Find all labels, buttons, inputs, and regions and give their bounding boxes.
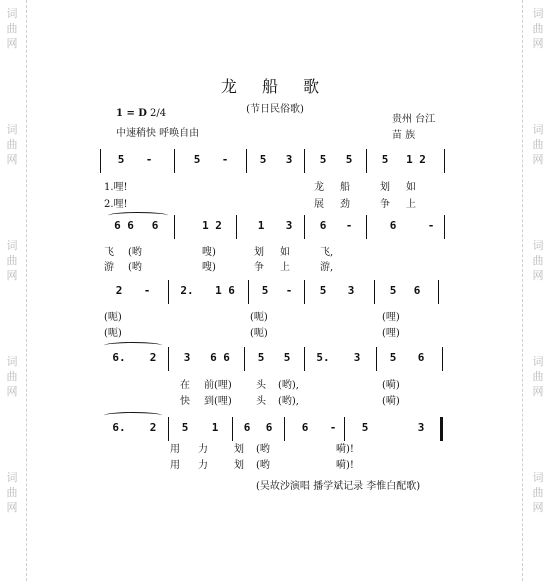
lyric: (呃)	[104, 312, 122, 323]
lyric: (嗬)	[382, 396, 400, 407]
score-system-4	[100, 350, 445, 370]
note: 6	[319, 219, 327, 232]
note: 5	[345, 153, 353, 166]
lyric: (呃)	[250, 328, 268, 339]
barline	[100, 149, 101, 173]
note: 6	[265, 421, 273, 434]
note: 6	[301, 421, 309, 434]
tempo-marking: 中速稍快 呼唤自由	[116, 128, 200, 139]
song-title: 龙 船 歌	[220, 77, 330, 96]
barline	[444, 215, 445, 239]
lyric: (哩)	[382, 328, 400, 339]
barline	[174, 215, 175, 239]
barline	[366, 149, 367, 173]
song-subtitle: (节日民俗歌)	[246, 104, 304, 115]
note: 3	[417, 421, 425, 434]
barline	[236, 215, 237, 239]
note: -	[329, 421, 337, 434]
time-signature: 2/4	[150, 108, 167, 119]
lyric: (哟	[128, 262, 142, 273]
note: 2	[149, 351, 157, 364]
watermark-right-5: 词 曲 网	[532, 471, 544, 514]
barline	[174, 149, 175, 173]
lyric: 展	[314, 199, 324, 210]
lyric: 快	[180, 396, 190, 407]
note: 5	[319, 153, 327, 166]
lyric: 嗬)!	[336, 460, 354, 471]
lyric: 游,	[320, 262, 334, 273]
note: 6	[413, 284, 421, 297]
lyric: (哟	[128, 247, 142, 258]
score-system-2	[100, 218, 445, 238]
note: 5	[381, 153, 389, 166]
barline	[442, 347, 443, 371]
lyric: 头	[256, 380, 266, 391]
note: 5.	[316, 351, 330, 364]
lyric: 划	[254, 247, 264, 258]
barline	[248, 280, 249, 304]
lyric: (哟	[256, 460, 270, 471]
slur	[104, 342, 162, 349]
lyric: 争	[254, 262, 264, 273]
note: 2.	[180, 284, 194, 297]
note: -	[143, 284, 151, 297]
final-barline	[440, 417, 443, 441]
note: 6.	[112, 351, 126, 364]
barline	[244, 347, 245, 371]
lyric: 前(哩)	[204, 380, 232, 391]
lyric: 力	[198, 460, 208, 471]
lyric: 1.哩!	[104, 182, 128, 193]
note: 5	[193, 153, 201, 166]
score-system-1	[100, 152, 445, 172]
watermark-left-4: 词 曲 网	[6, 355, 18, 398]
note: 2	[149, 421, 157, 434]
note: 1 6	[215, 284, 235, 297]
region-label: 贵州 台江	[392, 114, 436, 125]
note: -	[345, 219, 353, 232]
lyric: 游	[104, 262, 114, 273]
lyric: 如	[280, 247, 290, 258]
lyric: 到(哩)	[204, 396, 232, 407]
barline	[304, 280, 305, 304]
barline	[376, 347, 377, 371]
lyric: 上	[280, 262, 290, 273]
key-signature: 1 = D	[116, 108, 147, 119]
lyric: 头	[256, 396, 266, 407]
credits-line: (吴故沙演唱 播学斌记录 李惟白配歌)	[256, 481, 421, 492]
lyric: 嗖)	[202, 262, 216, 273]
lyric: (哟	[256, 444, 270, 455]
lyric: 在	[180, 380, 190, 391]
barline	[366, 215, 367, 239]
note: -	[285, 284, 293, 297]
watermark-left-5: 词 曲 网	[6, 471, 18, 514]
note: 5	[117, 153, 125, 166]
note: 5	[283, 351, 291, 364]
note: 1	[211, 421, 219, 434]
ethnicity-label: 苗 族	[392, 130, 416, 141]
note: 6.	[112, 421, 126, 434]
lyric: (哟),	[278, 380, 299, 391]
note: 6	[417, 351, 425, 364]
lyric: (嗬)	[382, 380, 400, 391]
note: -	[221, 153, 229, 166]
note: 5	[261, 284, 269, 297]
watermark-right-1: 词 曲 网	[532, 7, 544, 50]
lyric: 劲	[340, 199, 350, 210]
barline	[168, 347, 169, 371]
barline	[168, 417, 169, 441]
note: 6	[389, 219, 397, 232]
lyric: 龙	[314, 182, 324, 193]
lyric: 嗬)!	[336, 444, 354, 455]
watermark-right-2: 词 曲 网	[532, 123, 544, 166]
note: 3	[347, 284, 355, 297]
lyric: 划	[380, 182, 390, 193]
lyric: 飞,	[320, 247, 334, 258]
barline	[304, 215, 305, 239]
note: 5	[389, 284, 397, 297]
note: 5	[259, 153, 267, 166]
barline	[284, 417, 285, 441]
note: 5	[389, 351, 397, 364]
note: -	[145, 153, 153, 166]
slur	[104, 412, 162, 419]
note: 6	[151, 219, 159, 232]
watermark-left-2: 词 曲 网	[6, 123, 18, 166]
barline	[168, 280, 169, 304]
note: 1 2	[406, 153, 426, 166]
note: 5	[257, 351, 265, 364]
note: 2	[115, 284, 123, 297]
lyric: 2.哩!	[104, 199, 128, 210]
lyric: 上	[406, 199, 416, 210]
note: 3	[285, 153, 293, 166]
barline	[374, 280, 375, 304]
watermark-right-3: 词 曲 网	[532, 239, 544, 282]
note: 5	[181, 421, 189, 434]
lyric: 船	[340, 182, 350, 193]
note: 3	[353, 351, 361, 364]
lyric: (哩)	[382, 312, 400, 323]
lyric: (呃)	[250, 312, 268, 323]
barline	[304, 347, 305, 371]
barline	[246, 149, 247, 173]
watermark-right-4: 词 曲 网	[532, 355, 544, 398]
lyric: 嗖)	[202, 247, 216, 258]
note: 5	[361, 421, 369, 434]
lyric: 划	[234, 460, 244, 471]
lyric: 飞	[104, 247, 114, 258]
lyric: 争	[380, 199, 390, 210]
score-system-5	[100, 420, 445, 440]
lyric: 如	[406, 182, 416, 193]
lyric: 用	[170, 444, 180, 455]
barline	[304, 149, 305, 173]
barline	[438, 280, 439, 304]
lyric: (哟),	[278, 396, 299, 407]
slur	[108, 212, 168, 219]
barline	[444, 149, 445, 173]
note: 6	[243, 421, 251, 434]
note: 3	[285, 219, 293, 232]
barline	[344, 417, 345, 441]
lyric: (呃)	[104, 328, 122, 339]
lyric: 划	[234, 444, 244, 455]
note: 3	[183, 351, 191, 364]
note: 1 2	[202, 219, 222, 232]
note: 6 6	[210, 351, 230, 364]
watermark-left-3: 词 曲 网	[6, 239, 18, 282]
watermark-left-1: 词 曲 网	[6, 7, 18, 50]
note: 6 6	[114, 219, 134, 232]
lyric: 用	[170, 460, 180, 471]
note: 1	[257, 219, 265, 232]
note: -	[427, 219, 435, 232]
barline	[232, 417, 233, 441]
score-system-3	[100, 283, 445, 303]
note: 5	[319, 284, 327, 297]
lyric: 力	[198, 444, 208, 455]
